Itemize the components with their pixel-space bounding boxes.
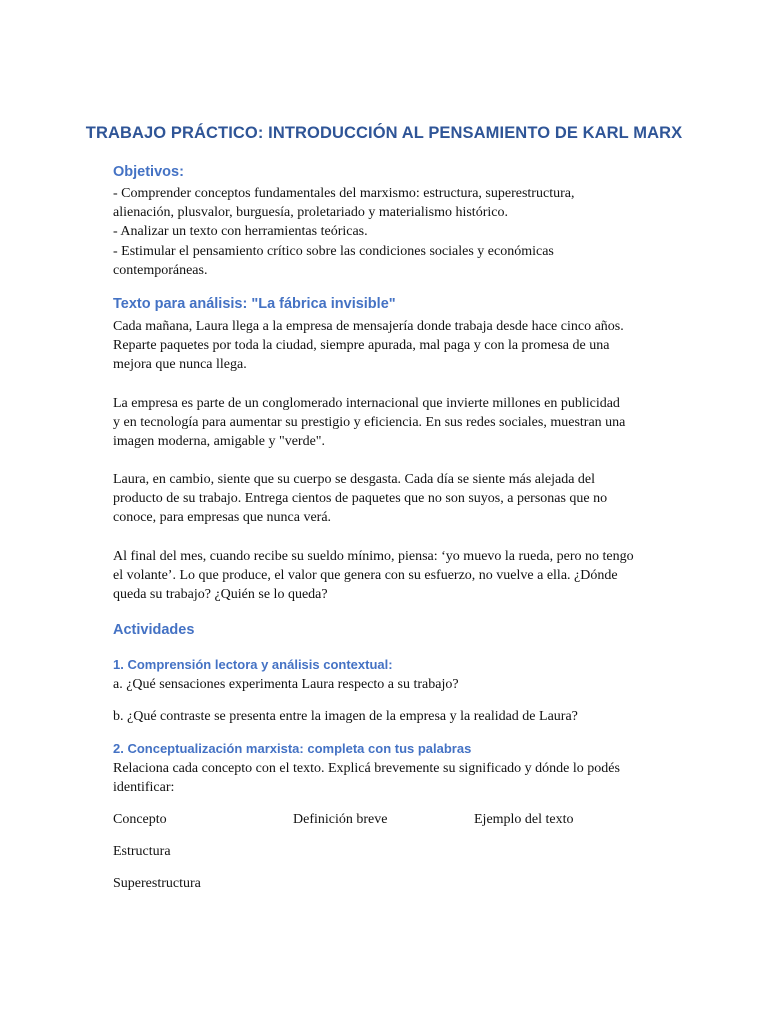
texto-heading: Texto para análisis: "La fábrica invisible" bbox=[113, 296, 396, 312]
text-line: imagen moderna, amigable y "verde". bbox=[113, 434, 326, 450]
texto-paragraph-4 bbox=[113, 547, 653, 605]
table-header-ejemplo: Ejemplo del texto bbox=[474, 812, 574, 827]
section1-heading: 1. Comprensión lectora y análisis contextual: bbox=[113, 657, 393, 672]
text-line: queda su trabajo? ¿Quién se lo queda? bbox=[113, 587, 328, 603]
text-line: Reparte paquetes por toda la ciudad, siempre apurada, mal paga y con la promesa de una bbox=[113, 338, 610, 354]
question-b bbox=[113, 707, 653, 726]
objetivos-line: - Estimular el pensamiento crítico sobre las condiciones sociales y económicas bbox=[113, 243, 554, 259]
intro-line: identificar: bbox=[113, 780, 175, 796]
text-line: y en tecnología para aumentar su prestigio y eficiencia. En sus redes sociales, muestran una bbox=[113, 415, 626, 431]
question-text: b. ¿Qué contraste se presenta entre la imagen de la empresa y la realidad de Laura? bbox=[113, 709, 578, 724]
text-line: Al final del mes, cuando recibe su sueldo mínimo, piensa: ‘yo muevo la rueda, pero no tengo bbox=[113, 549, 634, 564]
section2-heading: 2. Conceptualización marxista: completa con tus palabras bbox=[113, 741, 472, 756]
table-header-concepto: Concepto bbox=[113, 812, 167, 827]
objetivos-line: - Comprender conceptos fundamentales del marxismo: estructura, superestructura, bbox=[113, 186, 575, 201]
text-line: La empresa es parte de un conglomerado internacional que invierte millones en publicidad bbox=[113, 396, 620, 411]
objetivos-line: - Analizar un texto con herramientas teóricas. bbox=[113, 224, 368, 240]
objetivos-line: contemporáneas. bbox=[113, 262, 208, 278]
question-a bbox=[113, 675, 653, 694]
actividades-heading: Actividades bbox=[113, 622, 195, 638]
objetivos-heading: Objetivos: bbox=[113, 164, 184, 180]
table-row-superestructura: Superestructura bbox=[113, 876, 201, 891]
text-line: mejora que nunca llega. bbox=[113, 357, 247, 373]
question-text: a. ¿Qué sensaciones experimenta Laura respecto a su trabajo? bbox=[113, 677, 459, 692]
text-line: conoce, para empresas que nunca verá. bbox=[113, 510, 332, 526]
texto-paragraph-2 bbox=[113, 394, 653, 452]
objetivos-line: alienación, plusvalor, burguesía, proletariado y materialismo histórico. bbox=[113, 205, 508, 221]
text-line: producto de su trabajo. Entrega cientos de paquetes que no son suyos, a personas que no bbox=[113, 491, 608, 507]
intro-line: Relaciona cada concepto con el texto. Explicá brevemente su significado y dónde lo podés bbox=[113, 761, 620, 776]
texto-paragraph-1 bbox=[113, 317, 653, 375]
section2-intro bbox=[113, 759, 653, 797]
table-header-definicion: Definición breve bbox=[293, 812, 388, 827]
objetivos-list bbox=[113, 184, 653, 280]
text-line: Cada mañana, Laura llega a la empresa de mensajería donde trabaja desde hace cinco años. bbox=[113, 319, 624, 334]
texto-paragraph-3 bbox=[113, 470, 653, 528]
page-title: TRABAJO PRÁCTICO: INTRODUCCIÓN AL PENSAMIENTO DE KARL MARX bbox=[85, 124, 683, 142]
text-line: Laura, en cambio, siente que su cuerpo se desgasta. Cada día se siente más alejada del bbox=[113, 472, 596, 487]
table-row-estructura: Estructura bbox=[113, 844, 171, 859]
text-line: el volante’. Lo que produce, el valor que genera con su esfuerzo, no vuelve a ella. ¿Dónde bbox=[113, 568, 618, 584]
